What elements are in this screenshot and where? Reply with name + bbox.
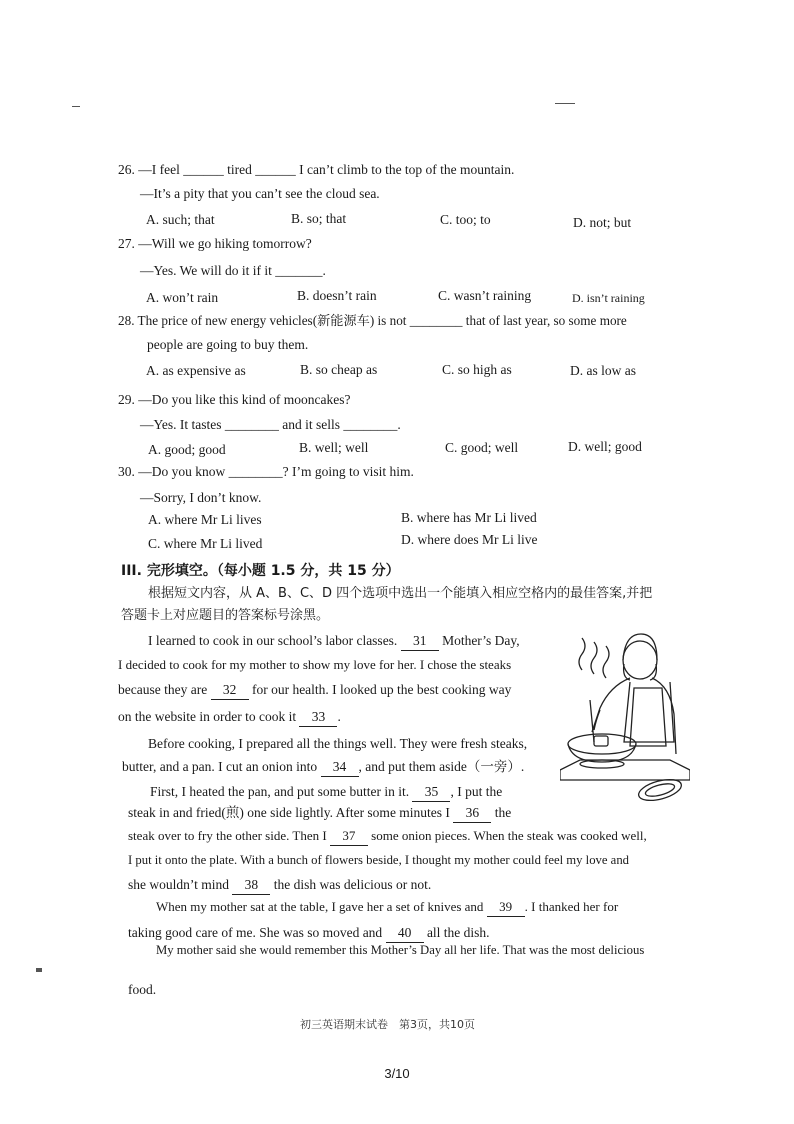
q30-line2: —Sorry, I don’t know. [140, 490, 262, 505]
passage-line: on the website in order to cook it 33 . [118, 708, 341, 727]
q30-option-d: D. where does Mr Li live [401, 532, 538, 547]
q29-option-d: D. well; good [568, 439, 642, 454]
page-footer: 初三英语期末试卷 第3页，共10页 [300, 1018, 475, 1031]
passage-line: because they are 32 for our health. I looked up the best cooking way [118, 681, 511, 700]
blank-39[interactable]: 39 [487, 898, 525, 917]
section-instruction: 答题卡上对应题目的答案标号涂黑。 [121, 608, 330, 623]
passage-line: steak in and fried(煎) one side lightly. After some minutes I 36 the [128, 804, 511, 823]
q29-option-b: B. well; well [299, 440, 369, 455]
q30-option-b: B. where has Mr Li lived [401, 510, 537, 525]
passage-line: I decided to cook for my mother to show my love for her. I chose the steaks [118, 657, 512, 672]
q26-option-a: A. such; that [146, 212, 215, 227]
scan-speck [555, 103, 575, 104]
passage-line: When my mother sat at the table, I gave her a set of knives and 39 . I thanked her for [156, 898, 618, 917]
cooking-illustration [560, 630, 690, 820]
q27-option-a: A. won’t rain [146, 290, 219, 305]
q28-option-d: D. as low as [570, 363, 636, 378]
q28-option-c: C. so high as [442, 362, 512, 377]
blank-37[interactable]: 37 [330, 827, 368, 846]
scan-speck [36, 968, 42, 972]
passage-line: butter, and a pan. I cut an onion into 34 , and put them aside（一旁）. [122, 758, 524, 777]
blank-38[interactable]: 38 [232, 876, 270, 895]
q26-line2: —It’s a pity that you can’t see the cloud sea. [140, 186, 380, 201]
blank-40[interactable]: 40 [386, 924, 424, 943]
q29-line2: —Yes. It tastes ________ and it sells ________. [140, 417, 401, 432]
q28-option-b: B. so cheap as [300, 362, 378, 377]
q27-option-d: D. isn’t raining [572, 291, 645, 305]
passage-line: taking good care of me. She was so moved and 40 all the dish. [128, 924, 490, 943]
passage-line: food. [128, 982, 157, 997]
q30-option-a: A. where Mr Li lives [148, 512, 262, 527]
passage-line: Before cooking, I prepared all the things well. They were fresh steaks, [148, 736, 528, 751]
q26-option-c: C. too; to [440, 212, 491, 227]
q27-line2: —Yes. We will do it if it _______. [140, 263, 326, 278]
passage-line: steak over to fry the other side. Then I 37 some onion pieces. When the steak was cooked well, [128, 827, 647, 846]
q26-option-b: B. so; that [291, 211, 347, 226]
q29-option-c: C. good; well [445, 440, 519, 455]
blank-32[interactable]: 32 [211, 681, 249, 700]
section-title: III. 完形填空。（每小题 1.5 分，共 15 分） [121, 563, 400, 579]
q28-line2: people are going to buy them. [147, 337, 309, 352]
q27-stem: 27. —Will we go hiking tomorrow? [118, 236, 312, 251]
q26-stem: 26. —I feel ______ tired ______ I can’t climb to the top of the mountain. [118, 162, 515, 177]
q27-option-c: C. wasn’t raining [438, 288, 532, 303]
passage-line: she wouldn’t mind 38 the dish was delicious or not. [128, 876, 431, 895]
blank-33[interactable]: 33 [299, 708, 337, 727]
section-instruction: 根据短文内容，从 A、B、C、D 四个选项中选出一个能填入相应空格内的最佳答案,并把 [148, 586, 653, 601]
q28-stem: 28. The price of new energy vehicles(新能源车) is not ________ that of last year, so some more [118, 313, 627, 328]
page-number: 3/10 [384, 1066, 410, 1081]
blank-35[interactable]: 35 [412, 783, 450, 802]
passage-line: First, I heated the pan, and put some butter in it. 35 , I put the [150, 783, 502, 802]
q30-option-c: C. where Mr Li lived [148, 536, 263, 551]
blank-31[interactable]: 31 [401, 632, 439, 651]
q30-stem: 30. —Do you know ________? I’m going to visit him. [118, 464, 414, 479]
q29-option-a: A. good; good [148, 442, 226, 457]
passage-line: My mother said she would remember this Mother’s Day all her life. That was the most delicious [156, 943, 645, 957]
q29-stem: 29. —Do you like this kind of mooncakes? [118, 392, 351, 407]
q27-option-b: B. doesn’t rain [297, 288, 377, 303]
blank-36[interactable]: 36 [453, 804, 491, 823]
q28-option-a: A. as expensive as [146, 363, 246, 378]
passage-line: I learned to cook in our school’s labor classes. 31 Mother’s Day, [148, 632, 520, 651]
passage-line: I put it onto the plate. With a bunch of flowers beside, I thought my mother could feel my love and [128, 853, 630, 867]
blank-34[interactable]: 34 [321, 758, 359, 777]
q26-option-d: D. not; but [573, 215, 632, 230]
scan-speck [72, 106, 80, 107]
